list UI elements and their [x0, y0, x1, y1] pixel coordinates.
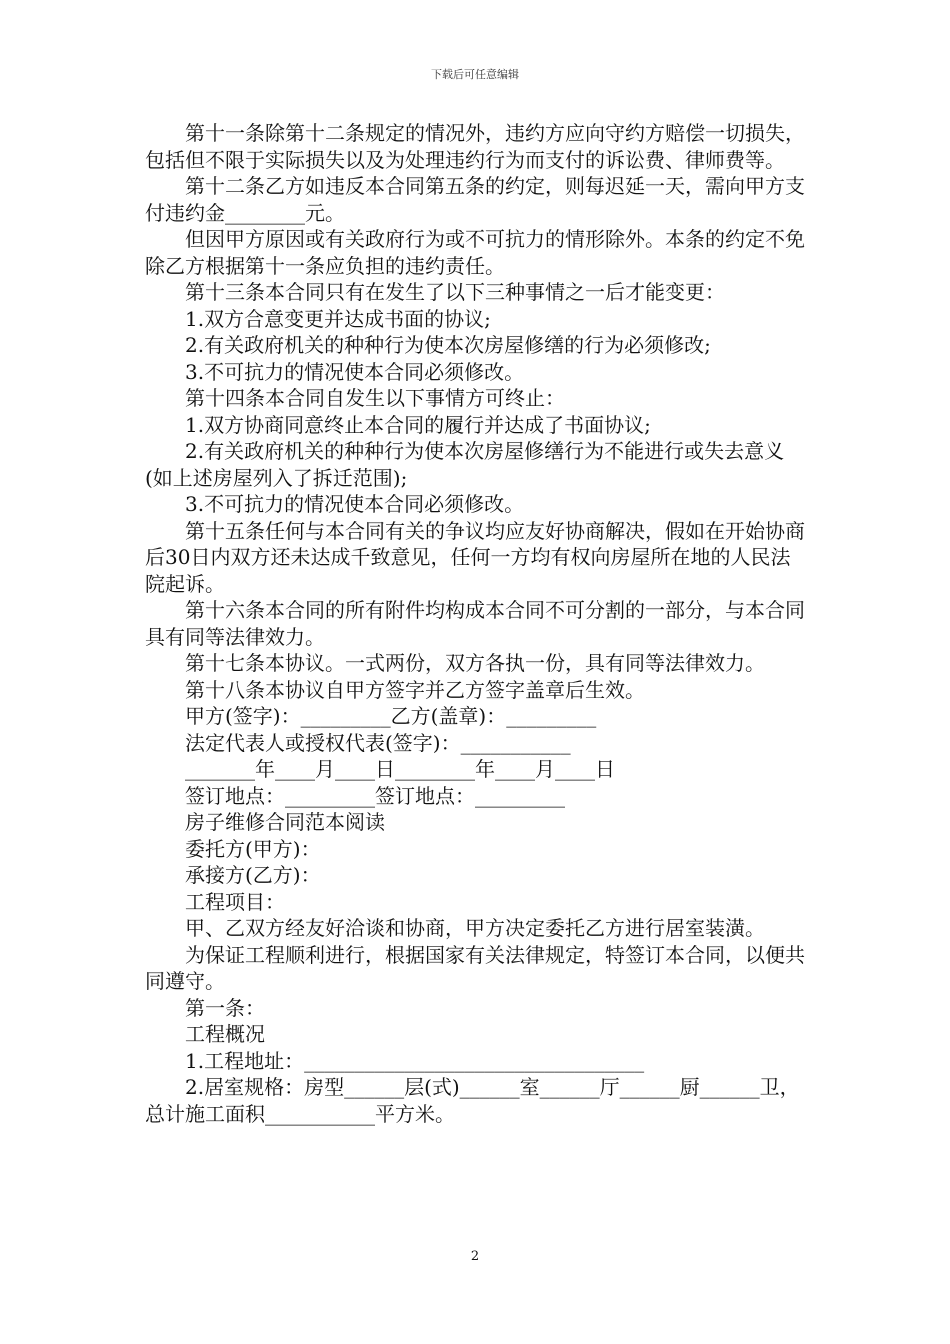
document-body [145, 120, 805, 1127]
section-title: 房子维修合同范本阅读 [185, 810, 385, 834]
page-number: 2 [470, 1249, 480, 1264]
paragraph: 第十二条乙方如违反本合同第五条的约定，则每迟延一天，需向甲方支付违约金________元。 [145, 174, 805, 225]
signature-line: 甲方(签字)：_________乙方(盖章)：_________ [185, 704, 597, 728]
paragraph: 工程项目： [185, 889, 285, 914]
date-line: _______年____月____日________年____月____日 [185, 757, 615, 781]
paragraph: 第十八条本协议自甲方签字并乙方签字盖章后生效。 [185, 677, 645, 702]
signature-line: 法定代表人或授权代表(签字)：___________ [185, 730, 571, 755]
paragraph: 2.居室规格：房型______层(式)______室______厅______厨______卫，总计施工面积___________平方米。 [145, 1075, 800, 1126]
paragraph: 为保证工程顺利进行，根据国家有关法律规定，特签订本合同，以便共同遵守。 [145, 942, 805, 993]
paragraph: 1.双方协商同意终止本合同的履行并达成了书面协议; [185, 412, 651, 437]
paragraph: 工程概况 [185, 1022, 265, 1046]
paragraph: 1.双方合意变更并达成书面的协议; [185, 306, 491, 331]
paragraph: 第一条： [185, 995, 265, 1020]
paragraph: 2.有关政府机关的种种行为使本次房屋修缮行为不能进行或失去意义(如上述房屋列入了拆迁范围); [145, 439, 785, 490]
paragraph: 承接方(乙方)： [185, 863, 321, 887]
paragraph: 第十四条本合同自发生以下事情方可终止： [185, 386, 565, 410]
paragraph: 第十七条本协议。一式两份，双方各执一份，具有同等法律效力。 [185, 651, 765, 675]
paragraph: 但因甲方原因或有关政府行为或不可抗力的情形除外。本条的约定不免除乙方根据第十一条应负担的违约责任。 [145, 227, 805, 278]
paragraph: 甲、乙双方经友好洽谈和协商，甲方决定委托乙方进行居室装潢。 [185, 916, 765, 940]
paragraph: 第十六条本合同的所有附件均构成本合同不可分割的一部分，与本合同具有同等法律效力。 [145, 598, 805, 649]
paragraph: 委托方(甲方)： [185, 836, 321, 861]
paragraph: 3.不可抗力的情况使本合同必须修改。 [185, 359, 525, 384]
paragraph: 第十五条任何与本合同有关的争议均应友好协商解决，假如在开始协商后30日内双方还未达成千致意见，任何一方均有权向房屋所在地的人民法院起诉。 [145, 518, 805, 596]
paragraph: 第十一条除第十二条规定的情况外，违约方应向守约方赔偿一切损失，包括但不限于实际损失以及为处理违约行为而支付的诉讼费、律师费等。 [145, 121, 805, 172]
paragraph: 第十三条本合同只有在发生了以下三种事情之一后才能变更： [185, 280, 725, 304]
paragraph: 2.有关政府机关的种种行为使本次房屋修缮的行为必须修改; [185, 333, 711, 357]
page-header: 下载后可任意编辑 [431, 68, 519, 81]
signing-place-line: 签订地点：_________签订地点：_________ [185, 783, 565, 808]
paragraph: 1.工程地址：__________________________________ [185, 1048, 645, 1073]
paragraph: 3.不可抗力的情况使本合同必须修改。 [185, 492, 525, 516]
